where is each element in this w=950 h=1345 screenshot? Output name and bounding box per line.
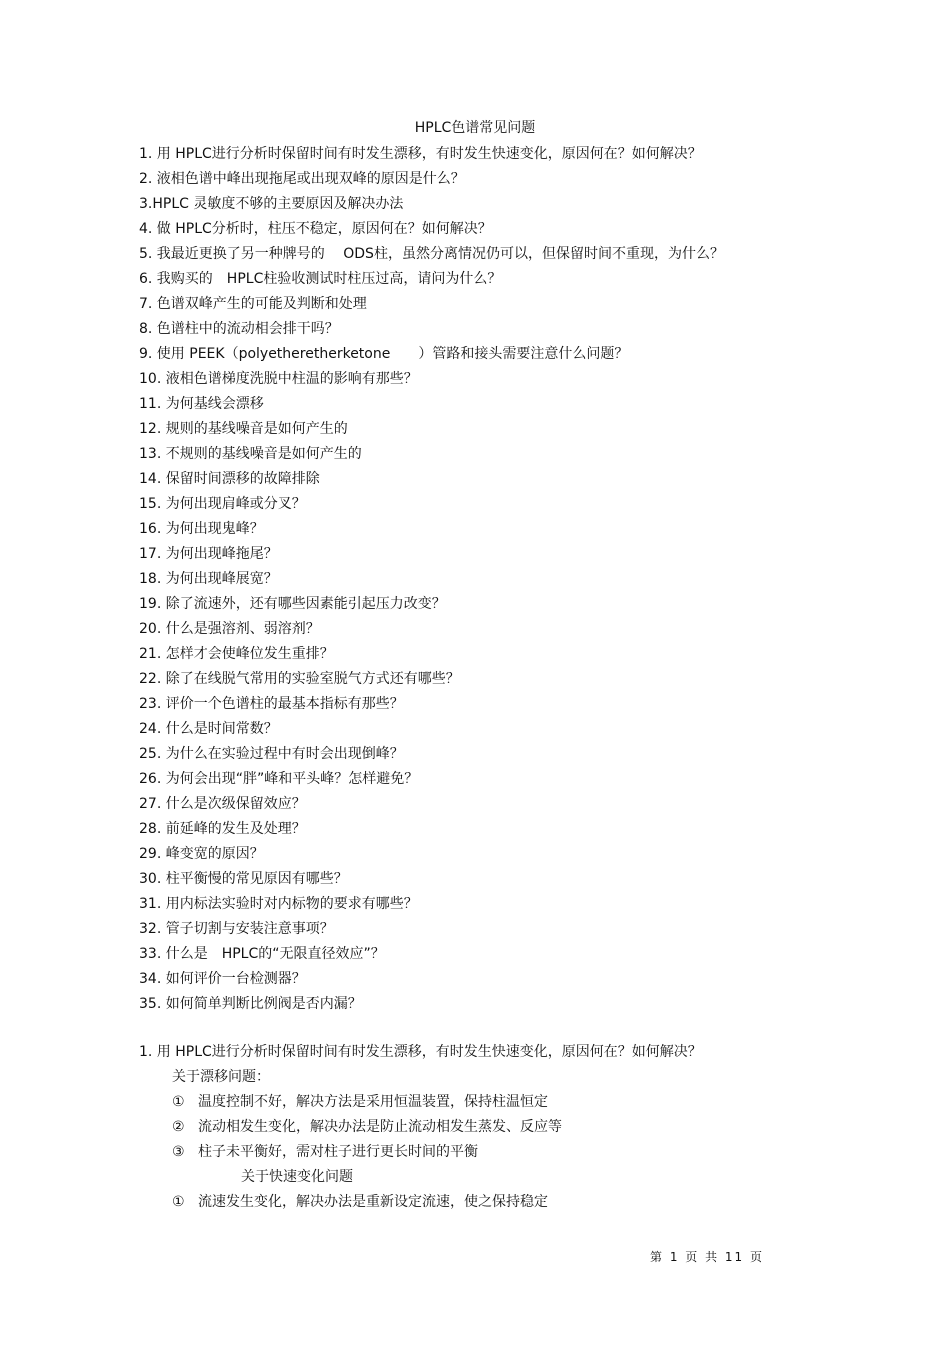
- list-item: 6. 我购买的 HPLC柱验收测试时柱压过高，请问为什么？: [139, 271, 502, 287]
- list-item: 26. 为何会出现“胖”峰和平头峰？怎样避免？: [139, 771, 419, 787]
- list-item: 33. 什么是 HPLC的“无限直径效应”？: [139, 946, 385, 962]
- list-item: 24. 什么是时间常数？: [139, 721, 278, 737]
- answer-question: 1. 用 HPLC进行分析时保留时间有时发生漂移，有时发生快速变化，原因何在？如何解决？: [139, 1044, 702, 1060]
- list-item: 30. 柱平衡慢的常见原因有哪些？: [139, 871, 348, 887]
- list-item: 28. 前延峰的发生及处理？: [139, 821, 306, 837]
- list-item: 2. 液相色谱中峰出现拖尾或出现双峰的原因是什么？: [139, 171, 465, 187]
- list-item: 11. 为何基线会漂移: [139, 396, 264, 412]
- list-item: 19. 除了流速外，还有哪些因素能引起压力改变？: [139, 596, 446, 612]
- list-item: 31. 用内标法实验时对内标物的要求有哪些？: [139, 896, 418, 912]
- list-item: 16. 为何出现鬼峰？: [139, 521, 264, 537]
- list-item: 32. 管子切割与安装注意事项？: [139, 921, 334, 937]
- answer-section: [139, 1042, 819, 1217]
- item-number: ③: [172, 1144, 185, 1160]
- item-text: 温度控制不好，解决方法是采用恒温装置，保持柱温恒定: [198, 1094, 548, 1110]
- document-title: HPLC色谱常见问题: [414, 120, 536, 136]
- list-item: 18. 为何出现峰展宽？: [139, 571, 278, 587]
- list-item: 20. 什么是强溶剂、弱溶剂？: [139, 621, 320, 637]
- list-item: 22. 除了在线脱气常用的实验室脱气方式还有哪些？: [139, 671, 460, 687]
- list-item: 27. 什么是次级保留效应？: [139, 796, 306, 812]
- drift-item: [139, 1092, 819, 1117]
- item-text: 流速发生变化，解决办法是重新设定流速，使之保持稳定: [198, 1194, 548, 1210]
- list-item: 17. 为何出现峰拖尾？: [139, 546, 278, 562]
- drift-heading: 关于漂移问题：: [172, 1069, 270, 1085]
- list-item: 14. 保留时间漂移的故障排除: [139, 471, 320, 487]
- drift-item: [139, 1142, 819, 1167]
- drift-item: [139, 1117, 819, 1142]
- fast-change-heading: 关于快速变化问题: [241, 1169, 353, 1185]
- page-footer: 第 1 页 共 11 页: [650, 1250, 764, 1264]
- list-item: 25. 为什么在实验过程中有时会出现倒峰？: [139, 746, 404, 762]
- list-item: 10. 液相色谱梯度洗脱中柱温的影响有那些？: [139, 371, 418, 387]
- list-item: 8. 色谱柱中的流动相会排干吗？: [139, 321, 339, 337]
- list-item: 21. 怎样才会使峰位发生重排？: [139, 646, 334, 662]
- item-text: 流动相发生变化，解决办法是防止流动相发生蒸发、反应等: [198, 1119, 562, 1135]
- list-item: 15. 为何出现肩峰或分叉？: [139, 496, 306, 512]
- list-item: 5. 我最近更换了另一种牌号的 ODS柱，虽然分离情况仍可以，但保留时间不重现，为什么？: [139, 246, 724, 262]
- list-item: 23. 评价一个色谱柱的最基本指标有那些？: [139, 696, 404, 712]
- list-item: 12. 规则的基线噪音是如何产生的: [139, 421, 348, 437]
- list-item: 4. 做 HPLC分析时，柱压不稳定，原因何在？如何解决？: [139, 221, 492, 237]
- list-item: 34. 如何评价一台检测器？: [139, 971, 306, 987]
- list-item: 13. 不规则的基线噪音是如何产生的: [139, 446, 362, 462]
- item-number: ①: [172, 1094, 185, 1110]
- question-list: [139, 144, 819, 1019]
- list-item: 9. 使用 PEEK（polyetheretherketone ）管路和接头需要注意什么问题？: [139, 346, 629, 362]
- item-text: 柱子未平衡好，需对柱子进行更长时间的平衡: [198, 1144, 478, 1160]
- list-item: 3.HPLC 灵敏度不够的主要原因及解决办法: [139, 196, 404, 212]
- item-number: ②: [172, 1119, 185, 1135]
- list-item: 29. 峰变宽的原因？: [139, 846, 264, 862]
- list-item: 1. 用 HPLC进行分析时保留时间有时发生漂移，有时发生快速变化，原因何在？如何解决？: [139, 146, 702, 162]
- fast-change-item: [139, 1192, 819, 1217]
- list-item: 7. 色谱双峰产生的可能及判断和处理: [139, 296, 367, 312]
- item-number: ①: [172, 1194, 185, 1210]
- list-item: 35. 如何简单判断比例阀是否内漏？: [139, 996, 362, 1012]
